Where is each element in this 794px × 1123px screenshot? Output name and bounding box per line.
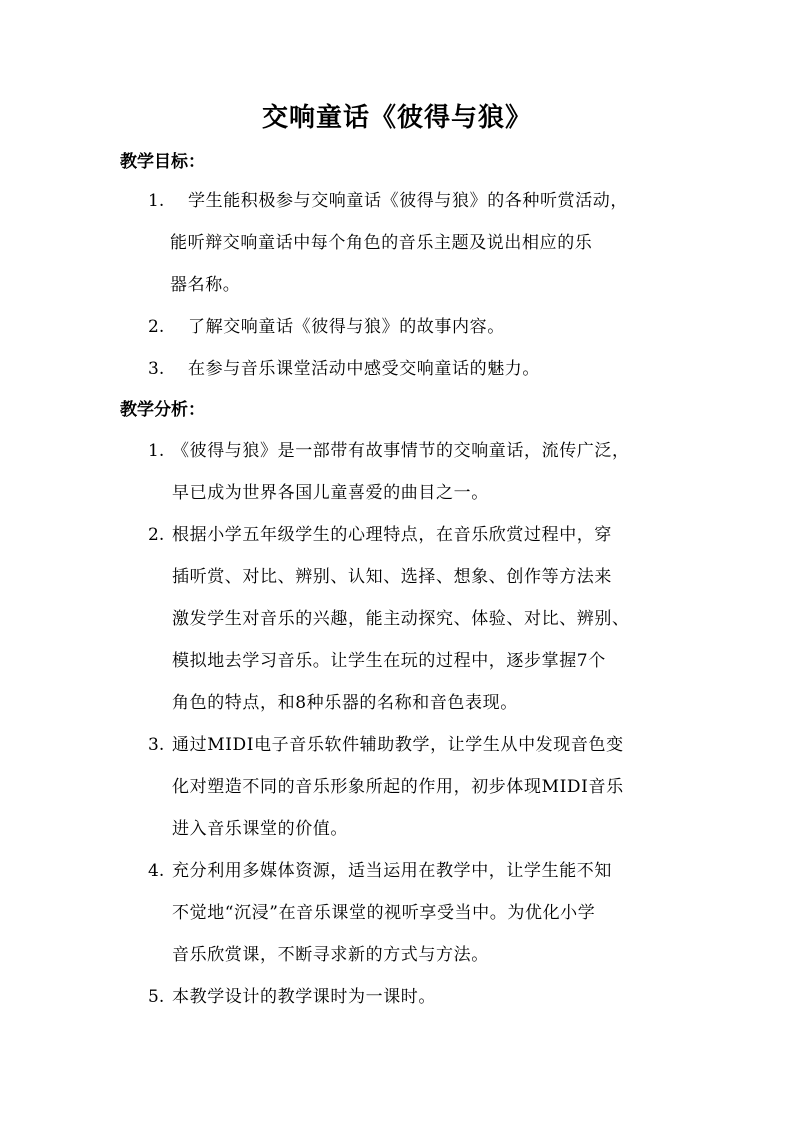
list-number: 4. <box>148 861 165 881</box>
text-line: 化对塑造不同的音乐形象所起的作用，初步体现MIDI音乐 <box>172 777 624 797</box>
list-number: 2. <box>148 317 165 337</box>
analysis-item-3 <box>148 724 688 850</box>
goal-item-1 <box>148 180 688 306</box>
list-text <box>148 976 688 1018</box>
goal-item-3 <box>148 348 688 390</box>
text-line: 器名称。 <box>170 275 241 295</box>
text-line: 充分利用多媒体资源，适当运用在教学中，让学生能不知 <box>172 861 612 881</box>
page-title: 交响童话《彼得与狼》 <box>261 103 532 133</box>
section-heading-goals: 教学目标： <box>120 152 205 172</box>
text-line: 了解交响童话《彼得与狼》的故事内容。 <box>188 317 505 337</box>
list-text <box>148 514 688 724</box>
list-number: 5. <box>148 987 165 1007</box>
analysis-item-1 <box>148 430 688 514</box>
list-text <box>148 724 688 850</box>
list-text <box>148 180 688 306</box>
analysis-item-2 <box>148 514 688 724</box>
list-number: 1. <box>148 441 165 461</box>
list-number: 3. <box>148 735 165 755</box>
text-line: 能听辩交响童话中每个角色的音乐主题及说出相应的乐 <box>170 233 593 253</box>
list-text <box>148 430 688 514</box>
list-text <box>148 850 688 976</box>
text-line: 《彼得与狼》是一部带有故事情节的交响童话，流传广泛， <box>172 441 630 461</box>
text-line: 插听赏、对比、辨别、认知、选择、想象、创作等方法来 <box>172 567 612 587</box>
list-number: 3. <box>148 359 165 379</box>
analysis-item-5 <box>148 976 688 1018</box>
text-line: 激发学生对音乐的兴趣，能主动探究、体验、对比、辨别、 <box>172 609 630 629</box>
text-line: 不觉地“沉浸”在音乐课堂的视听享受当中。为优化小学 <box>172 903 596 923</box>
text-line: 音乐欣赏课，不断寻求新的方式与方法。 <box>172 945 489 965</box>
analysis-item-4 <box>148 850 688 976</box>
text-line: 通过MIDI电子音乐软件辅助教学，让学生从中发现音色变 <box>172 735 624 755</box>
text-line: 早已成为世界各国儿童喜爱的曲目之一。 <box>172 483 489 503</box>
text-line: 在参与音乐课堂活动中感受交响童话的魅力。 <box>188 359 540 379</box>
goal-item-2 <box>148 306 688 348</box>
text-line: 进入音乐课堂的价值。 <box>172 819 348 839</box>
text-line: 本教学设计的教学课时为一课时。 <box>172 987 436 1007</box>
text-line: 模拟地去学习音乐。让学生在玩的过程中，逐步掌握7个 <box>172 651 606 671</box>
list-number: 1. <box>148 191 165 211</box>
text-line: 学生能积极参与交响童话《彼得与狼》的各种听赏活动， <box>188 191 628 211</box>
list-text <box>148 306 688 348</box>
section-heading-analysis: 教学分析： <box>120 400 205 420</box>
text-line: 角色的特点，和8种乐器的名称和音色表现。 <box>172 693 518 713</box>
text-line: 根据小学五年级学生的心理特点，在音乐欣赏过程中，穿 <box>172 525 612 545</box>
list-number: 2. <box>148 525 165 545</box>
list-text <box>148 348 688 390</box>
